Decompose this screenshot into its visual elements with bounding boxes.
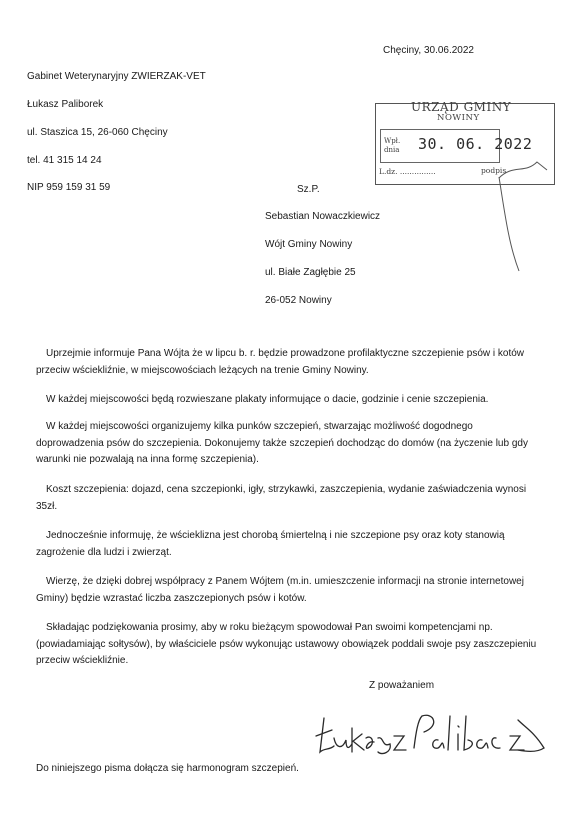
letter-date: Chęciny, 30.06.2022	[383, 45, 474, 56]
sender-address: ul. Staszica 15, 26-060 Chęciny	[27, 127, 168, 138]
stamp-date-box	[380, 129, 533, 163]
body-paragraph-7	[36, 620, 541, 670]
body-text: Jednocześnie informuję, że wścieklizna jest chorobą śmiertelną i nie szczepione psy oraz koty stanowią zagrożenie dla ludzi i zwierząt.	[36, 530, 505, 558]
body-paragraph-4	[36, 482, 541, 515]
body-text: Koszt szczepienia: dojazd, cena szczepionki, igły, strzykawki, zaszczepienia, wydanie zaświadczenia wynosi 35zł.	[36, 484, 527, 512]
recipient-name: Sebastian Nowaczkiewicz	[265, 211, 381, 222]
body-paragraph-1	[36, 346, 541, 379]
stamp-title: URZĄD GMINY	[411, 100, 512, 114]
sender-name: Gabinet Weterynaryjny ZWIERZAK-VET	[27, 71, 206, 82]
body-text: Wierzę, że dzięki dobrej współpracy z Panem Wójtem (m.in. umieszczenie informacji na stronie internetowej Gminy) będzie wzrastać liczba zaszczepionych psów i kotów.	[36, 576, 524, 604]
stamp-podpis: podpis	[481, 166, 507, 175]
sender-person: Łukasz Paliborek	[27, 99, 104, 110]
sender-phone: tel. 41 315 14 24	[27, 155, 102, 166]
closing-text: Z poważaniem	[369, 680, 435, 691]
body-paragraph-5	[36, 528, 541, 561]
attachment-note: Do niniejszego pisma dołącza się harmonogram szczepień.	[36, 763, 299, 774]
body-text: Uprzejmie informuje Pana Wójta że w lipcu b. r. będzie prowadzone profilaktyczne szczepienie psów i kotów przeciw wściekliźnie, w miejscowościach leżących na trenie Gminy Nowiny.	[36, 348, 525, 376]
sender-nip: NIP 959 159 31 59	[27, 182, 111, 193]
pen-stroke	[495, 175, 525, 275]
stamp-wpl-label	[384, 137, 400, 155]
recipient-city: 26-052 Nowiny	[265, 295, 332, 306]
body-paragraph-6	[36, 574, 541, 607]
received-stamp	[375, 100, 555, 185]
stamp-wpl: Wpł.	[384, 137, 401, 145]
body-text: W każdej miejscowości organizujemy kilka punków szczepień, stwarzając możliwość dogodnego doprowadzenia psów do szczepienia. Dokonujemy także szczepień dochodząc do domów (na życzenie lub gdy warunki nie pozwalają na inna formę szczepienia).	[36, 421, 528, 465]
body-text: W każdej miejscowości będą rozwieszane plakaty informujące o dacie, godzinie i cenie szczepienia.	[46, 394, 489, 405]
recipient-title: Wójt Gminy Nowiny	[265, 239, 353, 250]
stamp-subtitle: NOWINY	[437, 113, 480, 123]
stamp-date: 30. 06. 2022	[418, 135, 533, 153]
recipient-salutation: Sz.P.	[297, 184, 320, 195]
body-text: Składając podziękowania prosimy, aby w roku bieżącym spowodował Pan swoimi kompetencjami np. (powiadamiając sołtysów), by właściciele psów wykonując ustawowy obowiązek poddali swoje psy zaszczepieniu przeciw wściekliźnie.	[36, 622, 537, 666]
stamp-ldz: L.dz. ...............	[379, 167, 436, 176]
handwritten-signature	[312, 708, 552, 760]
stamp-dnia: dnia	[384, 146, 400, 154]
body-paragraph-2	[36, 392, 541, 409]
body-paragraph-3	[36, 419, 541, 469]
recipient-street: ul. Białe Zagłębie 25	[265, 267, 356, 278]
